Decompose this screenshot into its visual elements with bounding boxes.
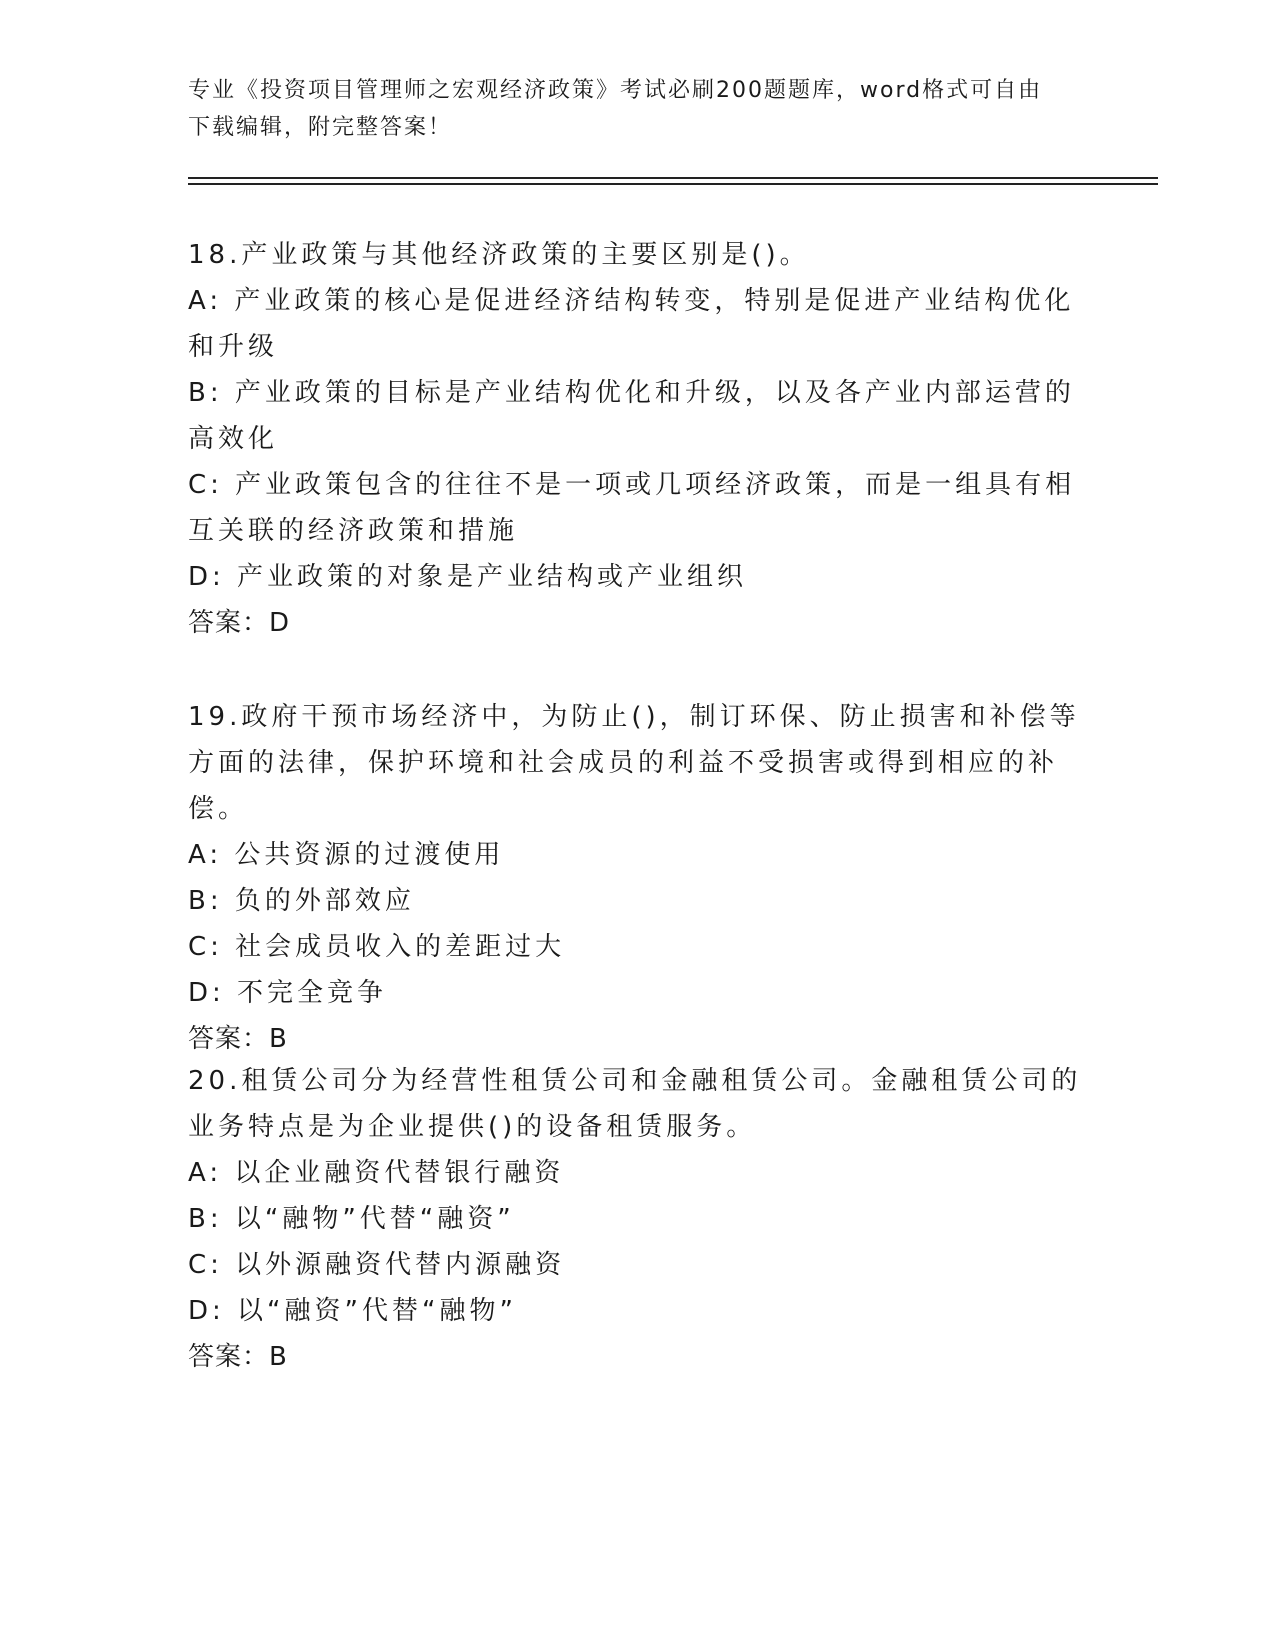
answer: 答案：B <box>188 1024 288 1054</box>
option-d: D: 不完全竞争 <box>188 978 388 1008</box>
option-c: C: 以外源融资代替内源融资 <box>188 1250 566 1280</box>
header-divider-bottom <box>188 183 1158 185</box>
option-d: D: 以“融资”代替“融物” <box>188 1296 517 1326</box>
question-20 <box>188 1058 1088 1380</box>
option-a: A: 以企业融资代替银行融资 <box>188 1158 565 1188</box>
option-c: C: 社会成员收入的差距过大 <box>188 932 566 962</box>
answer: 答案：B <box>188 1342 288 1372</box>
header-title-line-2: 下载编辑，附完整答案！ <box>188 115 453 140</box>
question-stem: 20.租赁公司分为经营性租赁公司和金融租赁公司。金融租赁公司的业务特点是为企业提供()的设备租赁服务。 <box>188 1066 1082 1142</box>
option-a: A: 产业政策的核心是促进经济结构转变，特别是促进产业结构优化和升级 <box>188 286 1075 362</box>
question-18 <box>188 232 1088 646</box>
option-d: D: 产业政策的对象是产业结构或产业组织 <box>188 562 748 592</box>
question-stem: 19.政府干预市场经济中，为防止()，制订环保、防止损害和补偿等方面的法律，保护环境和社会成员的利益不受损害或得到相应的补偿。 <box>188 702 1080 824</box>
question-19 <box>188 694 1088 1062</box>
option-a: A: 公共资源的过渡使用 <box>188 840 505 870</box>
option-b: B: 以“融物”代替“融资” <box>188 1204 515 1234</box>
option-c: C: 产业政策包含的往往不是一项或几项经济政策，而是一组具有相互关联的经济政策和措施 <box>188 470 1076 546</box>
header-divider-top <box>188 177 1158 179</box>
option-b: B: 负的外部效应 <box>188 886 415 916</box>
question-stem: 18.产业政策与其他经济政策的主要区别是()。 <box>188 240 810 270</box>
document-header <box>188 72 1088 146</box>
answer: 答案：D <box>188 608 291 638</box>
header-title-line-1: 专业《投资项目管理师之宏观经济政策》考试必刷200题题库，word格式可自由 <box>188 78 1043 103</box>
option-b: B: 产业政策的目标是产业结构优化和升级，以及各产业内部运营的高效化 <box>188 378 1075 454</box>
